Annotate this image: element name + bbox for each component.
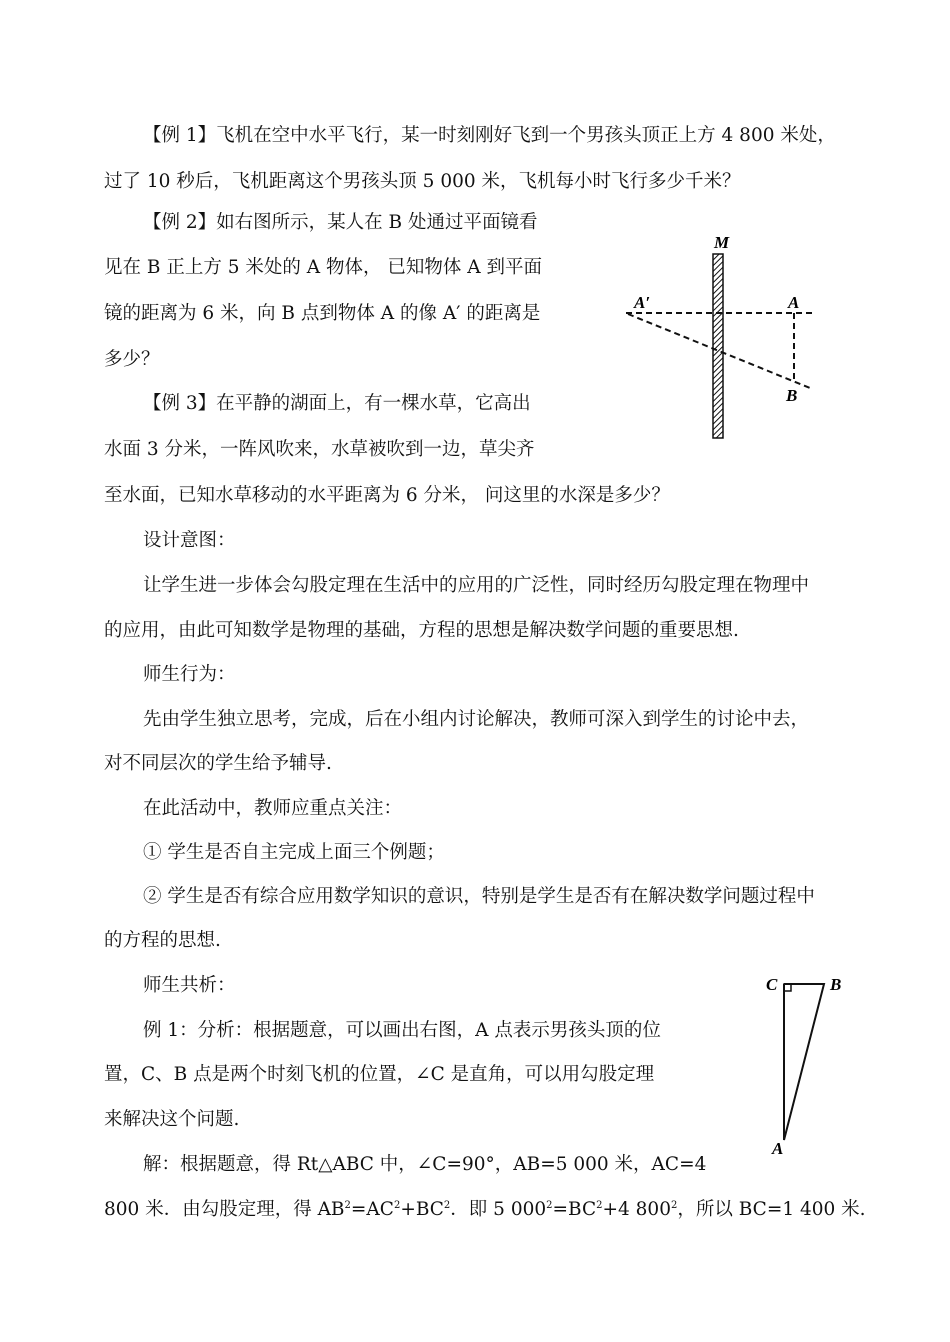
- example-3-line-3: 至水面，已知水草移动的水平距离为 6 分米， 问这里的水深是多少？: [104, 485, 670, 506]
- solution-text: =AC: [350, 1199, 394, 1220]
- example-3-line-1: 【例 3】在平静的湖面上，有一棵水草，它高出: [143, 393, 531, 414]
- focus-item-1: ① 学生是否自主完成上面三个例题；: [143, 842, 445, 863]
- analysis-heading: 师生共析：: [143, 975, 236, 996]
- superscript: 2: [670, 1200, 678, 1211]
- behavior-heading: 师生行为：: [143, 664, 236, 685]
- solution-text: 800 米．由勾股定理，得 AB: [104, 1199, 345, 1220]
- focus-item-2-line-1: ② 学生是否有综合应用数学知识的意识，特别是学生是否有在解决数学问题过程中: [143, 886, 815, 907]
- right-triangle-figure: [758, 968, 858, 1162]
- example-3-line-2: 水面 3 分米，一阵风吹来，水草被吹到一边，草尖齐: [104, 439, 535, 460]
- right-angle-mark: [784, 984, 791, 991]
- focus-heading: 在此活动中，教师应重点关注：: [143, 798, 403, 819]
- solution-line-2: [104, 1198, 866, 1222]
- focus-item-2-line-2: 的方程的思想.: [104, 930, 221, 951]
- example-1-line-2: 过了 10 秒后，飞机距离这个男孩头顶 5 000 米，飞机每小时飞行多少千米？: [104, 171, 741, 192]
- mirror-m: [713, 254, 723, 438]
- solution-text: =BC: [552, 1199, 597, 1220]
- label-b: B: [830, 975, 842, 994]
- label-c: C: [766, 975, 778, 994]
- analysis-line-2: 置，C、B 点是两个时刻飞机的位置，∠C 是直角，可以用勾股定理: [104, 1064, 655, 1085]
- superscript: 2: [344, 1200, 351, 1211]
- example-2-line-3: 镜的距离为 6 米，向 B 点到物体 A 的像 A′ 的距离是: [104, 303, 541, 324]
- solution-text: ．即 5 000: [450, 1199, 547, 1220]
- label-a-prime: A′: [634, 293, 651, 312]
- design-intent-heading: 设计意图：: [143, 530, 236, 551]
- superscript: 2: [546, 1200, 553, 1211]
- superscript: 2: [596, 1200, 603, 1211]
- triangle-abc: [784, 984, 824, 1140]
- design-intent-line-1: 让学生进一步体会勾股定理在生活中的应用的广泛性，同时经历勾股定理在物理中: [143, 575, 810, 596]
- design-intent-line-2: 的应用，由此可知数学是物理的基础，方程的思想是解决数学问题的重要思想.: [104, 620, 739, 641]
- solution-line-1: 解：根据题意，得 Rt△ABC 中，∠C=90°，AB=5 000 米，AC=4: [143, 1154, 707, 1175]
- example-2-line-1: 【例 2】如右图所示，某人在 B 处通过平面镜看: [143, 212, 538, 233]
- solution-text: +4 800: [602, 1199, 671, 1220]
- label-a: A: [772, 1139, 784, 1158]
- behavior-line-2: 对不同层次的学生给予辅导.: [104, 753, 332, 774]
- analysis-line-3: 来解决这个问题.: [104, 1109, 240, 1130]
- analysis-line-1: 例 1：分析：根据题意，可以画出右图，A 点表示男孩头顶的位: [143, 1020, 661, 1041]
- example-1-line-1: 【例 1】飞机在空中水平飞行，某一时刻刚好飞到一个男孩头顶正上方 4 800 米处，: [143, 125, 836, 146]
- behavior-line-1: 先由学生独立思考，完成，后在小组内讨论解决，教师可深入到学生的讨论中去，: [143, 709, 810, 730]
- mirror-reflection-figure: [620, 228, 820, 444]
- example-2-line-4: 多少？: [104, 349, 160, 370]
- label-a: A: [788, 293, 800, 312]
- superscript: 2: [443, 1200, 451, 1211]
- solution-text: ，所以 BC=1 400 米.: [677, 1199, 866, 1220]
- label-m: M: [714, 233, 730, 252]
- example-2-line-2: 见在 B 正上方 5 米处的 A 物体， 已知物体 A 到平面: [104, 257, 543, 278]
- solution-text: +BC: [400, 1199, 444, 1220]
- superscript: 2: [393, 1200, 401, 1211]
- label-b: B: [786, 386, 798, 405]
